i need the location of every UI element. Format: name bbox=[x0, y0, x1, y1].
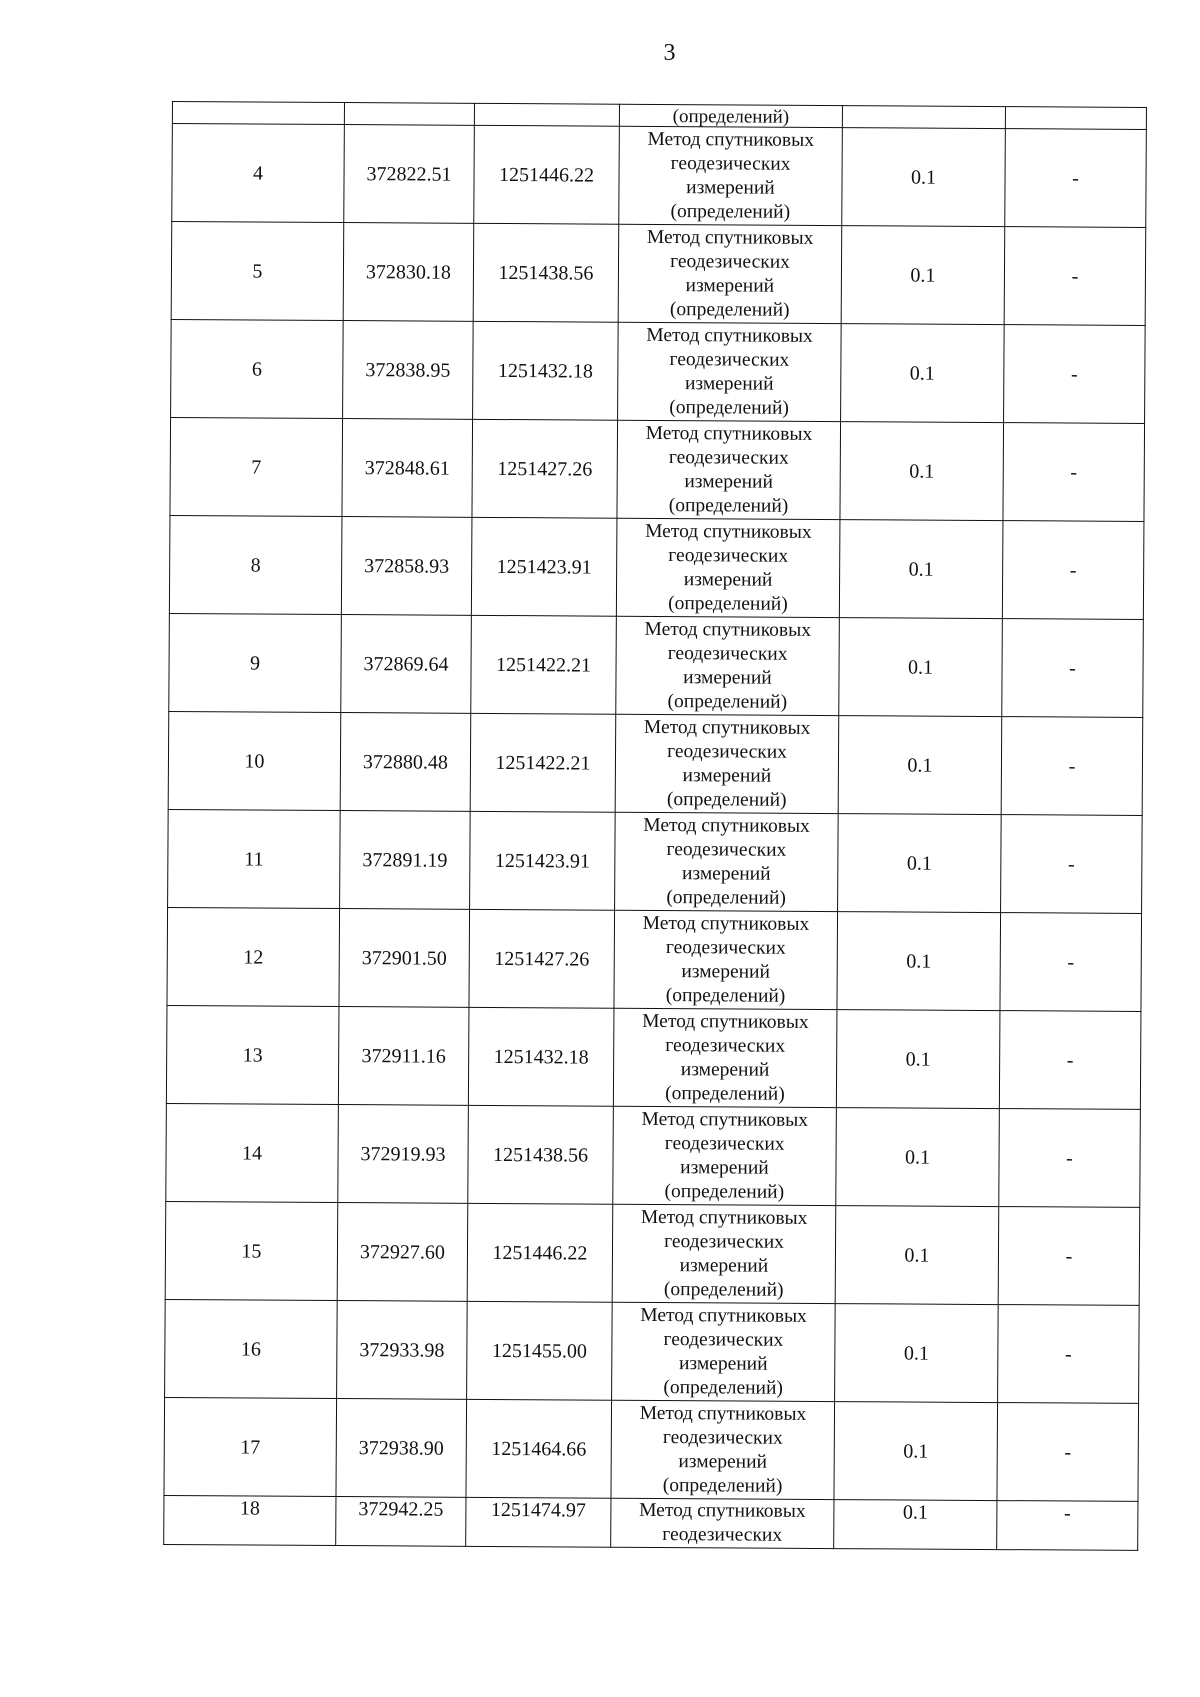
method-line: измерений bbox=[681, 862, 771, 885]
method-line: геодезических bbox=[667, 642, 788, 665]
table-cell bbox=[474, 103, 619, 126]
method-line: Метод спутниковых bbox=[645, 520, 812, 543]
method-line: геодезических bbox=[667, 740, 788, 763]
note-cell: - bbox=[997, 1403, 1139, 1502]
method-line: измерений bbox=[681, 960, 771, 983]
method-line: (определений) bbox=[668, 494, 789, 517]
method-cell bbox=[615, 812, 839, 911]
method-line: измерений bbox=[680, 1156, 769, 1179]
note-cell: - bbox=[998, 1207, 1140, 1306]
note-cell: - bbox=[1001, 815, 1143, 914]
point-number-cell: 18 bbox=[164, 1495, 336, 1545]
y-coordinate-cell: 1251474.97 bbox=[466, 1497, 611, 1547]
x-coordinate-cell: 372838.95 bbox=[343, 321, 474, 420]
method-line: геодезических bbox=[665, 1034, 786, 1057]
table-body bbox=[164, 102, 1147, 1551]
method-line: Метод спутниковых bbox=[646, 324, 813, 347]
method-line: Метод спутниковых bbox=[642, 912, 810, 935]
y-coordinate-cell: 1251438.56 bbox=[473, 223, 619, 322]
method-line: (определений) bbox=[662, 1474, 783, 1497]
table-row bbox=[166, 1103, 1141, 1207]
method-cell bbox=[616, 616, 840, 715]
point-number-cell: 15 bbox=[165, 1201, 338, 1300]
precision-cell: 0.1 bbox=[836, 1010, 1000, 1109]
method-line: геодезических bbox=[669, 348, 790, 371]
method-line: (определений) bbox=[669, 396, 789, 419]
note-cell: - bbox=[1000, 913, 1142, 1012]
method-cell bbox=[618, 322, 842, 421]
table-row bbox=[167, 907, 1142, 1011]
table-cell bbox=[1005, 107, 1146, 130]
method-cell bbox=[614, 910, 838, 1009]
method-line: геодезических bbox=[666, 838, 787, 861]
note-cell: - bbox=[999, 1011, 1141, 1110]
y-coordinate-cell: 1251432.18 bbox=[473, 321, 619, 420]
precision-cell: 0.1 bbox=[836, 1108, 1000, 1207]
x-coordinate-cell: 372869.64 bbox=[341, 615, 472, 714]
y-coordinate-cell: 1251423.91 bbox=[470, 811, 616, 910]
y-coordinate-cell: 1251438.56 bbox=[468, 1105, 614, 1204]
method-line: (определений) bbox=[664, 1180, 785, 1203]
method-line: (определений) bbox=[663, 1278, 784, 1301]
method-line: геодезических bbox=[668, 544, 789, 567]
method-line: (определений) bbox=[665, 1082, 785, 1105]
method-line: измерений bbox=[686, 176, 775, 199]
point-number-cell: 6 bbox=[171, 319, 344, 418]
method-line: Метод спутниковых bbox=[643, 814, 810, 837]
note-cell: - bbox=[997, 1501, 1138, 1551]
method-cell bbox=[612, 1302, 836, 1401]
method-line: измерений bbox=[685, 274, 775, 297]
method-line: измерений bbox=[680, 1058, 770, 1081]
method-line: геодезических bbox=[662, 1426, 783, 1449]
table-cell bbox=[344, 103, 474, 126]
precision-cell: 0.1 bbox=[834, 1402, 998, 1501]
table-row bbox=[170, 417, 1145, 521]
method-line: (определений) bbox=[670, 200, 791, 223]
point-number-cell: 10 bbox=[168, 711, 341, 810]
method-line: измерений bbox=[678, 1450, 768, 1473]
precision-cell: 0.1 bbox=[841, 226, 1005, 325]
note-cell: - bbox=[1004, 325, 1146, 424]
coordinates-table bbox=[163, 101, 1147, 1551]
method-line: геодезических bbox=[665, 936, 786, 959]
method-line: геодезических bbox=[662, 1524, 783, 1546]
method-line: измерений bbox=[678, 1352, 768, 1375]
method-line: Метод спутниковых bbox=[644, 618, 812, 641]
method-cell bbox=[612, 1204, 836, 1303]
table-row bbox=[172, 124, 1147, 228]
x-coordinate-cell: 372938.90 bbox=[336, 1399, 467, 1498]
method-cell bbox=[619, 126, 843, 225]
precision-cell: 0.1 bbox=[835, 1206, 999, 1305]
x-coordinate-cell: 372880.48 bbox=[340, 713, 471, 812]
method-line: (определений) bbox=[666, 886, 787, 909]
table-row bbox=[168, 711, 1143, 815]
method-line: геодезических bbox=[664, 1230, 785, 1253]
table-cell bbox=[842, 106, 1005, 129]
method-line: измерений bbox=[684, 372, 774, 395]
precision-cell: 0.1 bbox=[842, 128, 1006, 227]
table-row bbox=[166, 1005, 1141, 1109]
point-number-cell: 8 bbox=[169, 515, 342, 614]
x-coordinate-cell: 372858.93 bbox=[341, 517, 472, 616]
x-coordinate-cell: 372933.98 bbox=[337, 1301, 468, 1400]
method-line: (определений) bbox=[668, 592, 788, 615]
method-line: измерений bbox=[684, 470, 774, 493]
x-coordinate-cell: 372919.93 bbox=[338, 1105, 469, 1204]
method-line: (определений) bbox=[663, 1376, 784, 1399]
y-coordinate-cell: 1251446.22 bbox=[467, 1203, 613, 1302]
method-line: измерений bbox=[682, 764, 772, 787]
method-line: геодезических bbox=[668, 446, 789, 469]
method-cell bbox=[611, 1498, 834, 1548]
precision-cell: 0.1 bbox=[838, 814, 1002, 913]
precision-cell: 0.1 bbox=[834, 1500, 997, 1550]
y-coordinate-cell: 1251427.26 bbox=[469, 909, 615, 1008]
point-number-cell: 14 bbox=[166, 1103, 339, 1202]
method-line: Метод спутниковых bbox=[643, 716, 811, 739]
method-line: Метод спутниковых bbox=[640, 1206, 808, 1229]
point-number-cell: 7 bbox=[170, 417, 343, 516]
table-row bbox=[171, 319, 1146, 423]
precision-cell: 0.1 bbox=[835, 1304, 999, 1403]
point-number-cell: 16 bbox=[165, 1299, 338, 1398]
note-cell: - bbox=[1005, 129, 1147, 228]
x-coordinate-cell: 372848.61 bbox=[342, 419, 473, 518]
point-number-cell: 9 bbox=[169, 613, 342, 712]
method-cell bbox=[617, 420, 841, 519]
x-coordinate-cell: 372942.25 bbox=[336, 1497, 466, 1547]
note-cell: - bbox=[1001, 717, 1143, 816]
y-coordinate-cell: 1251422.21 bbox=[470, 713, 616, 812]
y-coordinate-cell: 1251423.91 bbox=[471, 517, 617, 616]
table-row bbox=[169, 515, 1144, 619]
method-cell: (определений) bbox=[619, 104, 842, 127]
x-coordinate-cell: 372830.18 bbox=[343, 223, 474, 322]
point-number-cell: 5 bbox=[171, 222, 344, 321]
note-cell: - bbox=[1002, 619, 1144, 718]
method-line: Метод спутниковых bbox=[639, 1499, 806, 1522]
table-row bbox=[168, 809, 1143, 913]
note-cell: - bbox=[998, 1305, 1140, 1404]
note-cell: - bbox=[999, 1109, 1141, 1208]
precision-cell: 0.1 bbox=[837, 912, 1001, 1011]
method-line: измерений bbox=[679, 1254, 769, 1277]
precision-cell: 0.1 bbox=[838, 716, 1002, 815]
method-line: Метод спутниковых bbox=[645, 422, 813, 445]
method-line: (определений) bbox=[665, 984, 786, 1007]
method-line: геодезических bbox=[664, 1132, 785, 1155]
table-row bbox=[171, 222, 1146, 326]
method-line: геодезических bbox=[663, 1328, 784, 1351]
x-coordinate-cell: 372911.16 bbox=[338, 1007, 469, 1106]
page-number: 3 bbox=[663, 40, 677, 66]
y-coordinate-cell: 1251427.26 bbox=[472, 419, 618, 518]
precision-cell: 0.1 bbox=[841, 324, 1005, 423]
y-coordinate-cell: 1251446.22 bbox=[474, 125, 620, 224]
y-coordinate-cell: 1251455.00 bbox=[467, 1301, 613, 1400]
method-line: (определений) bbox=[669, 298, 790, 321]
method-line: Метод спутниковых bbox=[641, 1108, 809, 1131]
method-line: геодезических bbox=[670, 250, 790, 273]
point-number-cell: 13 bbox=[166, 1005, 339, 1104]
method-line: измерений bbox=[683, 666, 772, 689]
coordinates-table-wrap bbox=[163, 101, 1146, 1551]
method-cell bbox=[615, 714, 839, 813]
method-cell bbox=[611, 1400, 835, 1499]
note-cell: - bbox=[1002, 521, 1144, 620]
x-coordinate-cell: 372901.50 bbox=[339, 909, 470, 1008]
x-coordinate-cell: 372927.60 bbox=[337, 1203, 468, 1302]
method-line: Метод спутниковых bbox=[647, 128, 815, 151]
x-coordinate-cell: 372891.19 bbox=[340, 811, 471, 910]
method-line: геодезических bbox=[670, 152, 791, 175]
table-row bbox=[165, 1299, 1140, 1403]
method-line: (определений) bbox=[667, 690, 788, 713]
method-cell bbox=[613, 1008, 837, 1107]
precision-cell: 0.1 bbox=[839, 618, 1003, 717]
precision-cell: 0.1 bbox=[840, 422, 1004, 521]
method-cell bbox=[616, 518, 840, 617]
point-number-cell: 11 bbox=[168, 809, 341, 908]
y-coordinate-cell: 1251432.18 bbox=[468, 1007, 614, 1106]
point-number-cell: 17 bbox=[164, 1397, 337, 1496]
method-line: Метод спутниковых bbox=[639, 1402, 807, 1425]
note-cell: - bbox=[1003, 423, 1145, 522]
table-row bbox=[165, 1201, 1140, 1305]
method-cell bbox=[618, 224, 842, 323]
point-number-cell: 4 bbox=[172, 124, 345, 223]
y-coordinate-cell: 1251422.21 bbox=[471, 615, 617, 714]
method-line: Метод спутниковых bbox=[640, 1304, 807, 1327]
x-coordinate-cell: 372822.51 bbox=[344, 125, 475, 224]
point-number-cell: 12 bbox=[167, 907, 340, 1006]
method-line: (определений) bbox=[666, 788, 787, 811]
table-cell bbox=[172, 102, 344, 125]
note-cell: - bbox=[1004, 227, 1146, 326]
y-coordinate-cell: 1251464.66 bbox=[466, 1399, 612, 1498]
table-row bbox=[164, 1495, 1138, 1550]
method-line: Метод спутниковых bbox=[642, 1010, 809, 1033]
method-line: Метод спутниковых bbox=[646, 226, 814, 249]
precision-cell: 0.1 bbox=[839, 520, 1003, 619]
table-row bbox=[169, 613, 1144, 717]
method-line: измерений bbox=[683, 568, 773, 591]
table-row bbox=[164, 1397, 1139, 1501]
method-cell bbox=[613, 1106, 837, 1205]
